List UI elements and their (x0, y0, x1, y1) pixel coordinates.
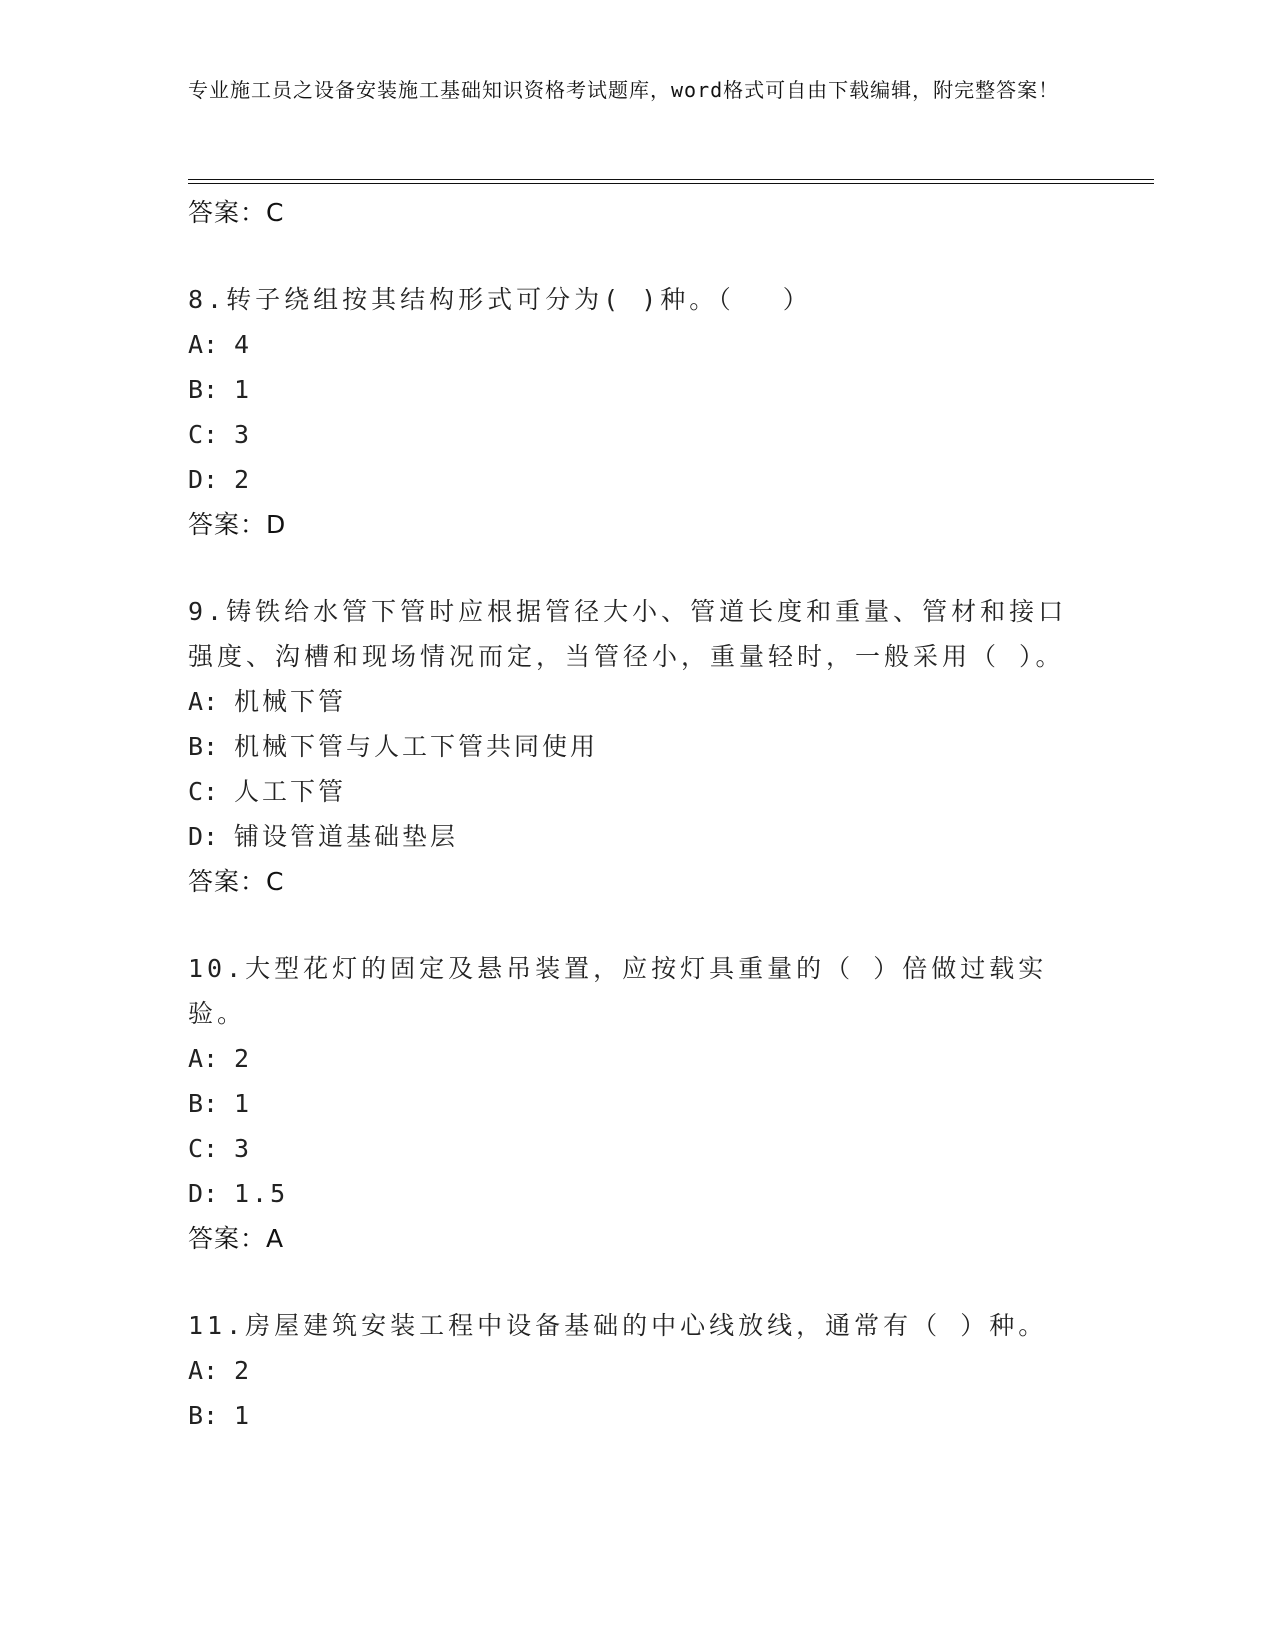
option-a (188, 679, 1088, 724)
option-letter: C: (188, 777, 219, 806)
option-text: 机械下管 (234, 687, 347, 716)
option-text: 铺设管道基础垫层 (234, 822, 459, 851)
question-item (188, 1303, 1088, 1438)
option-text: 1.5 (234, 1179, 289, 1208)
answer-label: 答案：C (188, 867, 285, 896)
option-letter: C: (188, 420, 219, 449)
option-letter: D: (188, 1179, 219, 1208)
option-text: 1 (234, 375, 253, 404)
option-letter: D: (188, 822, 219, 851)
option-letter: B: (188, 1401, 219, 1430)
option-text: 3 (234, 1134, 253, 1163)
option-text: 2 (234, 1044, 253, 1073)
header-divider-bottom (188, 183, 1154, 184)
option-text: 4 (234, 330, 253, 359)
option-text: 1 (234, 1089, 253, 1118)
option-letter: B: (188, 1089, 219, 1118)
option-text: 1 (234, 1401, 253, 1430)
question-item (188, 589, 1088, 904)
option-text: 机械下管与人工下管共同使用 (234, 732, 599, 761)
option-letter: B: (188, 732, 219, 761)
option-d (188, 814, 1088, 859)
option-letter: A: (188, 1044, 219, 1073)
question-stem: 10.大型花灯的固定及悬吊装置，应按灯具重量的（ ）倍做过载实验。 (188, 954, 1048, 1028)
question-stem: 11.房屋建筑安装工程中设备基础的中心线放线，通常有（ ）种。 (188, 1311, 1048, 1340)
option-c (188, 1126, 1088, 1171)
option-text: 3 (234, 420, 253, 449)
answer-label: 答案：D (188, 510, 287, 539)
option-c (188, 769, 1088, 814)
option-a (188, 322, 1088, 367)
document-header: 专业施工员之设备安装施工基础知识资格考试题库，word格式可自由下载编辑，附完整答案！ (188, 78, 1060, 102)
question-stem: 8.转子绕组按其结构形式可分为( )种。（ ） (188, 285, 812, 314)
option-text: 2 (234, 465, 253, 494)
option-letter: C: (188, 1134, 219, 1163)
option-c (188, 412, 1088, 457)
option-letter: A: (188, 330, 219, 359)
option-letter: B: (188, 375, 219, 404)
option-a (188, 1036, 1088, 1081)
option-text: 2 (234, 1356, 253, 1385)
question-item (188, 277, 1088, 547)
option-b (188, 1081, 1088, 1126)
answer-label: 答案：A (188, 1224, 285, 1253)
answer-label: 答案：C (188, 198, 285, 227)
header-divider-top (188, 179, 1154, 180)
option-d (188, 1171, 1088, 1216)
option-d (188, 457, 1088, 502)
option-letter: D: (188, 465, 219, 494)
question-stem: 9.铸铁给水管下管时应根据管径大小、管道长度和重量、管材和接口强度、沟槽和现场情况而定，当管径小，重量轻时，一般采用（ ）。 (188, 597, 1068, 671)
option-letter: A: (188, 1356, 219, 1385)
question-item (188, 946, 1088, 1261)
option-b (188, 1393, 1088, 1438)
option-b (188, 367, 1088, 412)
option-b (188, 724, 1088, 769)
option-a (188, 1348, 1088, 1393)
question-list (188, 190, 1088, 1438)
option-text: 人工下管 (234, 777, 347, 806)
option-letter: A: (188, 687, 219, 716)
